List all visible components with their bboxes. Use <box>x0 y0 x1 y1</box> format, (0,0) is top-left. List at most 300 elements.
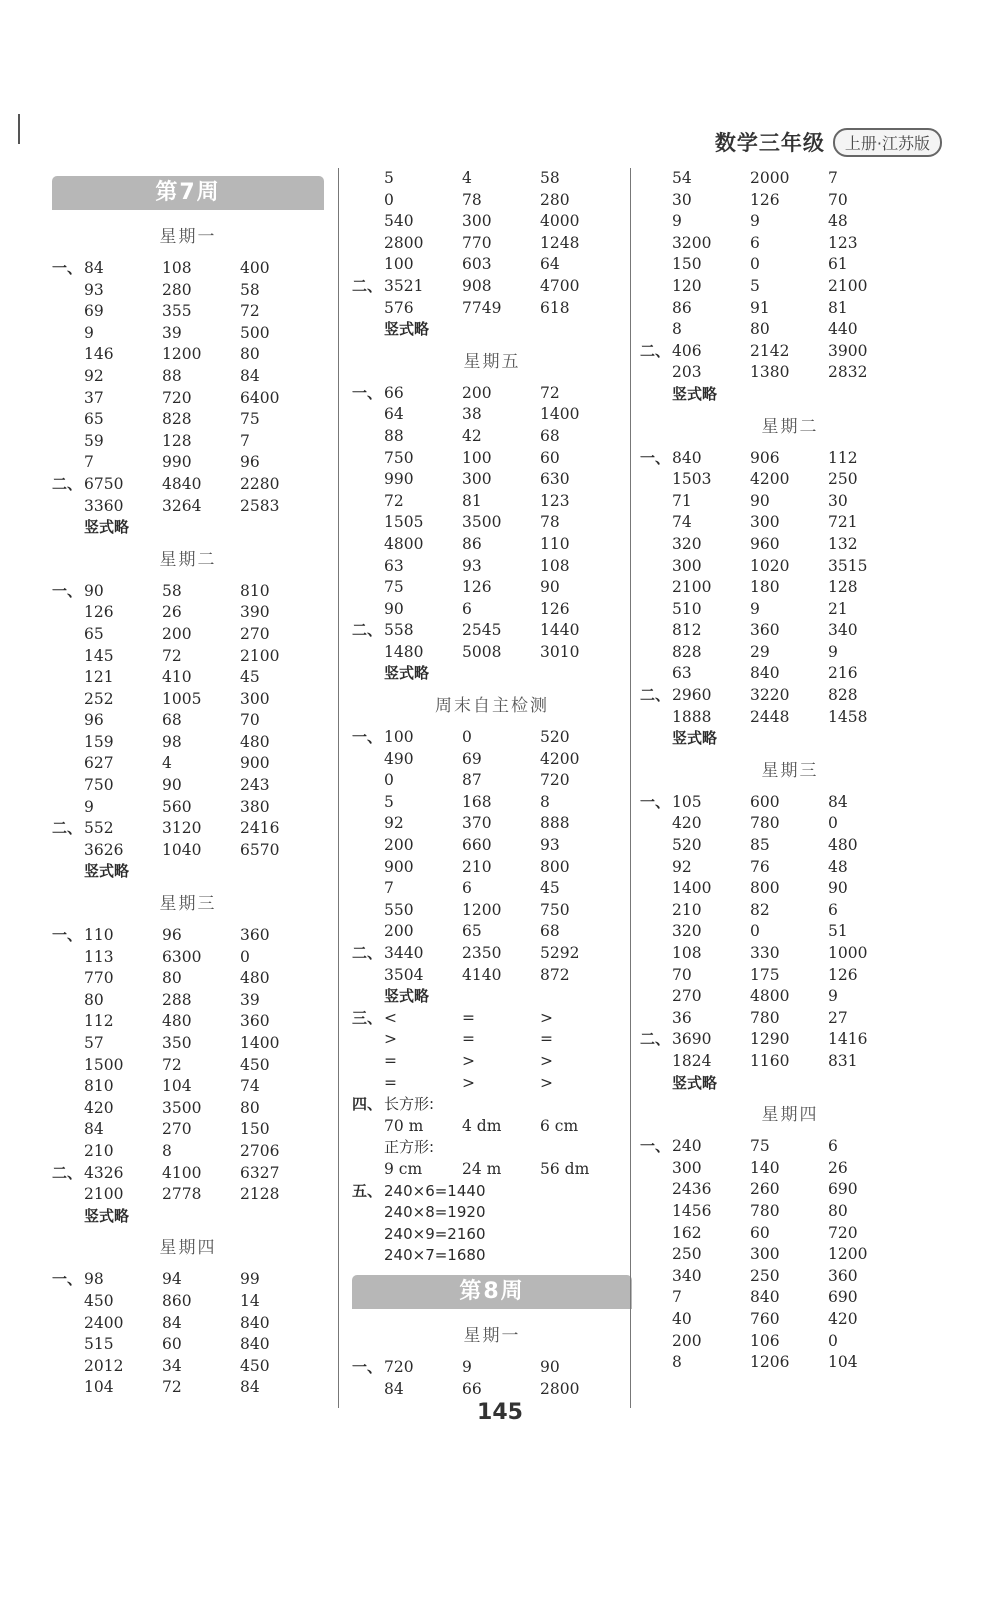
answer-row <box>640 276 940 298</box>
answer-cell: 828 <box>162 410 192 429</box>
answer-cell: 250 <box>828 470 858 489</box>
answer-cell: 51 <box>828 922 848 941</box>
question-label <box>52 1033 84 1055</box>
answer-cell: 48 <box>828 857 848 876</box>
answer-row <box>640 211 940 233</box>
week-heading: 第8周 <box>352 1275 632 1309</box>
answer-cell: 0 <box>750 255 760 274</box>
answer-cell: 14 <box>240 1291 260 1310</box>
answer-cell: 105 <box>672 792 702 811</box>
answer-row <box>52 1313 324 1335</box>
answer-row <box>52 1269 324 1291</box>
answer-cell: 94 <box>162 1270 182 1289</box>
answer-row <box>352 254 632 276</box>
question-label <box>52 689 84 711</box>
answer-row <box>52 344 324 366</box>
answer-cell: 288 <box>162 990 192 1009</box>
answer-cell: 132 <box>828 534 858 553</box>
answer-row <box>52 474 324 496</box>
question-label <box>640 1201 672 1223</box>
answer-cell: 4200 <box>540 749 580 768</box>
answer-cell: 200 <box>162 624 192 643</box>
answer-cell: 1200 <box>162 345 202 364</box>
answer-cell: 552 <box>84 819 114 838</box>
answer-cell: 888 <box>540 814 570 833</box>
answer-cell: 162 <box>672 1223 702 1242</box>
answer-cell: 2545 <box>462 621 502 640</box>
answer-cell: 6 <box>828 1137 838 1156</box>
answer-cell: = <box>384 1051 397 1070</box>
answer-cell: 3521 <box>384 276 424 295</box>
answer-cell: 78 <box>462 190 482 209</box>
answer-cell: 300 <box>462 470 492 489</box>
answer-cell: 26 <box>162 603 182 622</box>
answer-cell: 126 <box>540 599 570 618</box>
omitted-note: 竖式略 <box>384 320 430 339</box>
answer-cell: 81 <box>462 491 482 510</box>
answer-cell: 96 <box>240 453 260 472</box>
answer-cell: 7 <box>240 431 250 450</box>
question-label <box>352 835 384 857</box>
answer-cell: 80 <box>84 990 104 1009</box>
answer-cell: 500 <box>240 323 270 342</box>
question-label <box>52 624 84 646</box>
answer-cell: 126 <box>462 578 492 597</box>
answer-cell: 720 <box>828 1223 858 1242</box>
question-label <box>640 211 672 233</box>
answer-row <box>52 732 324 754</box>
question-label: 二、 <box>352 944 383 962</box>
answer-row <box>52 990 324 1012</box>
answer-cell: 40 <box>672 1309 692 1328</box>
answer-row <box>52 925 324 947</box>
answer-row <box>52 388 324 410</box>
answer-row <box>640 599 940 621</box>
answer-cell: 88 <box>384 426 404 445</box>
answer-cell: 87 <box>462 771 482 790</box>
answer-cell: 39 <box>240 990 260 1009</box>
answer-cell: 2436 <box>672 1180 712 1199</box>
question-label <box>640 190 672 212</box>
answer-cell: 2583 <box>240 496 280 515</box>
answer-cell: 3200 <box>672 233 712 252</box>
answer-cell: 96 <box>84 711 104 730</box>
answer-cell: > <box>384 1030 397 1049</box>
question-label <box>52 797 84 819</box>
question-label: 二、 <box>640 1030 671 1049</box>
answer-cell: 4326 <box>84 1163 124 1182</box>
question-label <box>640 1051 672 1073</box>
answer-cell: 420 <box>84 1098 114 1117</box>
question-label <box>52 1098 84 1120</box>
answer-cell: 100 <box>384 728 414 747</box>
answer-cell: 320 <box>672 922 702 941</box>
answer-row <box>640 813 940 835</box>
answer-cell: 480 <box>828 836 858 855</box>
answer-cell: 65 <box>84 410 104 429</box>
answer-cell: 520 <box>672 836 702 855</box>
day-heading: 星期三 <box>159 894 217 915</box>
answer-cell: > <box>540 1051 553 1070</box>
question-label <box>52 753 84 775</box>
question-label <box>352 1202 384 1224</box>
answer-cell: 90 <box>540 1357 560 1376</box>
answer-cell: 300 <box>672 556 702 575</box>
question-label: 二、 <box>52 474 83 493</box>
question-label <box>352 1116 384 1138</box>
book-title: 数学三年级 <box>714 131 825 155</box>
answer-cell: 42 <box>462 426 482 445</box>
question-label <box>640 1223 672 1245</box>
answer-cell: 2000 <box>750 169 790 187</box>
answer-cell: 5 <box>384 169 394 187</box>
answer-row <box>352 404 632 426</box>
question-label <box>640 254 672 276</box>
answer-cell: 63 <box>384 556 404 575</box>
answer-cell: 126 <box>750 190 780 209</box>
answer-cell: 1824 <box>672 1051 712 1070</box>
answer-cell: 270 <box>162 1120 192 1139</box>
answer-cell: 80 <box>162 969 182 988</box>
answer-cell: 520 <box>540 728 570 747</box>
answer-cell: 3120 <box>162 819 202 838</box>
answer-cell: 750 <box>84 776 114 795</box>
question-label <box>640 577 672 599</box>
answer-cell: 280 <box>540 190 570 209</box>
answer-cell: 1248 <box>540 233 580 252</box>
answer-cell: 100 <box>462 448 492 467</box>
answer-row <box>52 1033 324 1055</box>
question-label <box>640 642 672 664</box>
question-label <box>640 556 672 578</box>
question-label <box>352 921 384 943</box>
answer-row <box>352 512 632 534</box>
answer-cell: 1200 <box>462 900 502 919</box>
question-label <box>640 943 672 965</box>
question-label <box>640 1287 672 1309</box>
question-label <box>52 947 84 969</box>
answer-cell: 38 <box>462 405 482 424</box>
answer-cell: 9 <box>84 323 94 342</box>
answer-cell: 98 <box>84 1270 104 1289</box>
answer-cell: 26 <box>828 1158 848 1177</box>
answer-row <box>352 1116 632 1138</box>
column-divider <box>338 168 339 1408</box>
answer-cell: 126 <box>828 965 858 984</box>
question-label <box>52 710 84 732</box>
answer-cell: 6 <box>750 233 760 252</box>
question-label: 一、 <box>640 448 671 467</box>
answer-row <box>52 710 324 732</box>
answer-cell: > <box>462 1073 475 1092</box>
answer-cell: 75 <box>384 578 404 597</box>
answer-cell: 75 <box>240 410 260 429</box>
question-label <box>640 835 672 857</box>
question-label <box>52 990 84 1012</box>
answer-row <box>352 770 632 792</box>
answer-cell: 8 <box>672 320 682 339</box>
question-label <box>640 1008 672 1030</box>
answer-cell: 872 <box>540 965 570 984</box>
answer-row <box>352 813 632 835</box>
answer-text: 240×9=2160 <box>384 1224 486 1243</box>
answer-cell: 58 <box>240 280 260 299</box>
answer-cell: 146 <box>84 345 114 364</box>
answer-cell: 3900 <box>828 341 868 360</box>
answer-row <box>352 469 632 491</box>
question-label <box>52 968 84 990</box>
answer-cell: 64 <box>384 405 404 424</box>
answer-row <box>352 921 632 943</box>
answer-row <box>52 602 324 624</box>
answer-cell: 243 <box>240 776 270 795</box>
edition-badge: 上册·江苏版 <box>833 128 942 157</box>
answer-cell: 560 <box>162 797 192 816</box>
question-label <box>352 1224 384 1246</box>
question-label <box>52 1119 84 1141</box>
answer-row <box>352 1051 632 1073</box>
answer-cell: 2280 <box>240 474 280 493</box>
question-label <box>352 1073 384 1095</box>
answer-cell: 510 <box>672 599 702 618</box>
answer-cell: 36 <box>672 1008 692 1027</box>
answer-cell: 61 <box>828 255 848 274</box>
answer-row <box>640 878 940 900</box>
answer-cell: 84 <box>240 366 260 385</box>
question-label <box>52 344 84 366</box>
answer-row <box>640 900 940 922</box>
answer-cell: 780 <box>750 1008 780 1027</box>
answer-cell: 840 <box>750 664 780 683</box>
question-label: 一、 <box>52 581 83 600</box>
answer-cell: 68 <box>540 922 560 941</box>
question-label <box>352 469 384 491</box>
answer-cell: 123 <box>540 491 570 510</box>
answer-row <box>640 233 940 255</box>
answer-row <box>52 1334 324 1356</box>
answer-cell: 860 <box>162 1291 192 1310</box>
answer-cell: 4840 <box>162 474 202 493</box>
answer-row <box>640 1352 940 1374</box>
answer-row <box>352 1073 632 1095</box>
answer-cell: 576 <box>384 298 414 317</box>
answer-cell: 300 <box>672 1158 702 1177</box>
question-label: 四、 <box>352 1095 383 1114</box>
question-label <box>52 1011 84 1033</box>
answer-cell: 420 <box>672 814 702 833</box>
answer-cell: 4000 <box>540 212 580 231</box>
question-label <box>52 1184 84 1206</box>
answer-cell: > <box>462 1051 475 1070</box>
answer-row <box>352 1159 632 1181</box>
answer-cell: 75 <box>750 1137 770 1156</box>
answer-cell: 2100 <box>84 1185 124 1204</box>
answer-cell: 90 <box>540 578 560 597</box>
answer-cell: = <box>462 1008 475 1027</box>
answer-cell: 200 <box>672 1331 702 1350</box>
answer-cell: 831 <box>828 1051 858 1070</box>
answer-cell: 58 <box>540 169 560 187</box>
answer-cell: 1456 <box>672 1201 712 1220</box>
answer-cell: 84 <box>828 792 848 811</box>
answer-cell: 480 <box>240 732 270 751</box>
answer-cell: 216 <box>828 664 858 683</box>
answer-row <box>640 469 940 491</box>
answer-cell: 720 <box>384 1357 414 1376</box>
answer-cell: 74 <box>240 1077 260 1096</box>
answer-cell: 2100 <box>240 646 280 665</box>
answer-cell: 1440 <box>540 621 580 640</box>
question-label <box>52 1291 84 1313</box>
answer-cell: < <box>384 1008 397 1027</box>
answer-cell: 3440 <box>384 944 424 962</box>
question-label <box>352 1159 384 1181</box>
answer-cell: 0 <box>828 814 838 833</box>
answer-cell: 1160 <box>750 1051 790 1070</box>
question-label <box>352 168 384 190</box>
answer-cell: 100 <box>384 255 414 274</box>
question-label <box>640 620 672 642</box>
answer-cell: 128 <box>162 431 192 450</box>
answer-cell: 34 <box>162 1356 182 1375</box>
answer-row <box>52 1076 324 1098</box>
question-label <box>640 1352 672 1374</box>
answer-cell: 128 <box>828 578 858 597</box>
answer-row <box>352 642 632 664</box>
answer-cell: 112 <box>828 448 858 467</box>
answer-cell: 990 <box>384 470 414 489</box>
question-label <box>352 426 384 448</box>
answer-cell: 200 <box>384 922 414 941</box>
answer-cell: 84 <box>84 259 104 277</box>
answer-row <box>352 599 632 621</box>
answer-cell: 150 <box>672 255 702 274</box>
question-label <box>52 775 84 797</box>
answer-row <box>352 1029 632 1051</box>
answer-cell: 120 <box>672 276 702 295</box>
answer-cell: 99 <box>240 1270 260 1289</box>
answer-cell: 990 <box>162 453 192 472</box>
answer-cell: 300 <box>240 689 270 708</box>
answer-cell: 126 <box>84 603 114 622</box>
answer-cell: 603 <box>462 255 492 274</box>
answer-cell: 7 <box>384 879 394 898</box>
answer-cell: 800 <box>750 879 780 898</box>
question-label <box>352 577 384 599</box>
answer-line <box>352 1202 632 1224</box>
answer-cell: 1400 <box>240 1034 280 1052</box>
answer-row <box>52 452 324 474</box>
question-label <box>52 496 84 518</box>
answer-cell: 93 <box>540 836 560 855</box>
question-label <box>352 556 384 578</box>
answer-cell: 558 <box>384 621 414 640</box>
answer-cell: 320 <box>672 534 702 553</box>
question-label <box>352 900 384 922</box>
answer-row <box>640 1008 940 1030</box>
question-label: 一、 <box>352 383 383 402</box>
answer-row <box>52 258 324 280</box>
answer-cell: 9 <box>672 212 682 231</box>
answer-cell: 720 <box>540 771 570 790</box>
answer-cell: 159 <box>84 732 114 751</box>
answer-row <box>52 689 324 711</box>
answer-row <box>352 426 632 448</box>
answer-cell: 81 <box>828 298 848 317</box>
answer-cell: 5 <box>384 792 394 811</box>
answer-cell: 84 <box>84 1120 104 1139</box>
answer-cell: 515 <box>84 1335 114 1354</box>
answer-cell: 750 <box>384 448 414 467</box>
answer-cell: 82 <box>750 900 770 919</box>
answer-cell: 250 <box>750 1266 780 1285</box>
question-label <box>640 813 672 835</box>
answer-cell: 440 <box>828 320 858 339</box>
question-label <box>640 233 672 255</box>
answer-cell: 70 <box>672 965 692 984</box>
answer-cell: 90 <box>750 491 770 510</box>
answer-cell: 90 <box>384 599 404 618</box>
answer-cell: 6 <box>462 879 472 898</box>
answer-cell: 2800 <box>384 233 424 252</box>
answer-cell: 1000 <box>828 944 868 962</box>
answer-cell: 840 <box>240 1313 270 1332</box>
answer-cell: 96 <box>162 926 182 945</box>
answer-row <box>52 775 324 797</box>
answer-cell: 72 <box>162 646 182 665</box>
page-number: 145 <box>477 1400 523 1425</box>
answer-row <box>52 1356 324 1378</box>
answer-cell: 360 <box>240 1012 270 1031</box>
answer-row <box>640 577 940 599</box>
answer-cell: 3500 <box>462 513 502 532</box>
question-label <box>352 813 384 835</box>
answer-row <box>352 491 632 513</box>
answer-cell: 86 <box>672 298 692 317</box>
omitted-note: 竖式略 <box>84 1206 130 1225</box>
answer-cell: 30 <box>672 190 692 209</box>
column-divider <box>630 168 631 1408</box>
answer-cell: 1206 <box>750 1353 790 1372</box>
answer-row <box>640 448 940 470</box>
answer-row <box>52 947 324 969</box>
answer-cell: 390 <box>240 603 270 622</box>
question-label <box>352 254 384 276</box>
question-label <box>352 599 384 621</box>
answer-cell: 70 <box>240 711 260 730</box>
question-label: 二、 <box>352 621 383 640</box>
answer-row <box>640 663 940 685</box>
question-label <box>640 1179 672 1201</box>
answer-row <box>640 642 940 664</box>
answer-cell: 300 <box>750 1245 780 1264</box>
omitted-note: 竖式略 <box>84 518 130 537</box>
question-label <box>52 323 84 345</box>
question-label <box>52 431 84 453</box>
answer-cell: 840 <box>240 1335 270 1354</box>
answer-row <box>52 667 324 689</box>
answer-cell: 3220 <box>750 686 790 705</box>
answer-cell: 627 <box>84 754 114 773</box>
answer-row <box>640 1287 940 1309</box>
answer-cell: 3500 <box>162 1098 202 1117</box>
question-label <box>352 211 384 233</box>
answer-cell: 112 <box>84 1012 114 1031</box>
answer-row <box>52 323 324 345</box>
question-label <box>640 878 672 900</box>
answer-cell: 80 <box>240 345 260 364</box>
answer-cell: 66 <box>384 383 404 402</box>
